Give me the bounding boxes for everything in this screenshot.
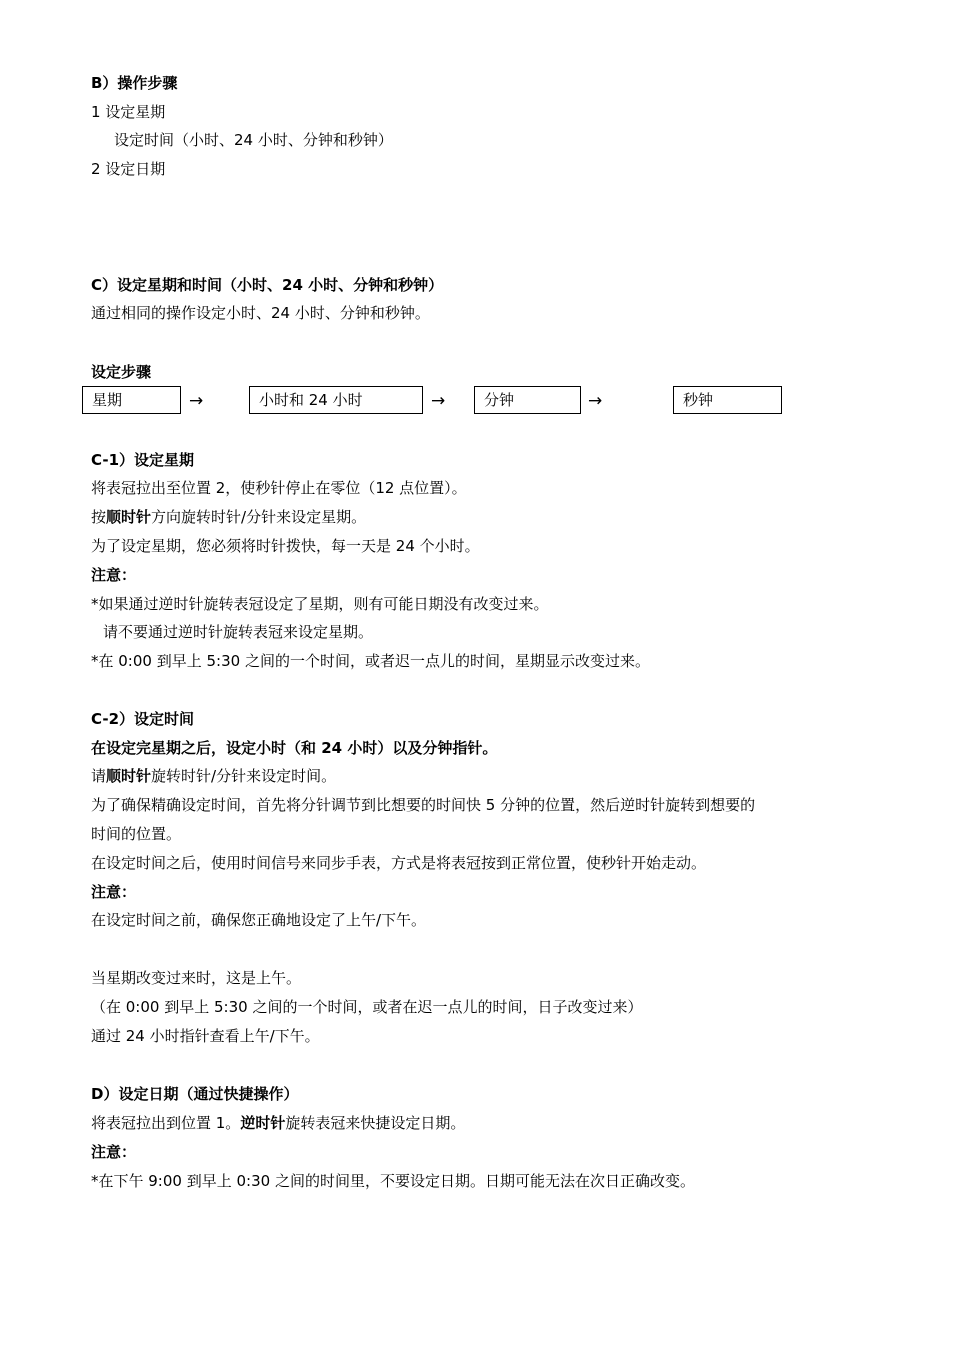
section-c1-note-label: 注意： xyxy=(91,566,137,584)
section-c2-p2-line-3: 通过 24 小时指针查看上午/下午。 xyxy=(91,1027,320,1045)
section-c1-note-1-sub: 请不要通过逆时针旋转表冠来设定星期。 xyxy=(103,623,374,641)
section-c1-note-2: *在 0:00 到早上 5:30 之间的一个时间，或者迟一点儿的时间，星期显示改变过来。 xyxy=(91,652,650,670)
section-d-heading: D）设定日期（通过快捷操作） xyxy=(91,1085,299,1103)
section-b-step-1: 1 设定星期 xyxy=(91,103,166,121)
flow-box-hour: 小时和 24 小时 xyxy=(249,386,423,414)
section-c2-note-1: 在设定时间之前，确保您正确地设定了上午/下午。 xyxy=(91,911,427,929)
section-c2-line-2-post: 旋转时针/分针来设定时间。 xyxy=(151,767,337,785)
section-c2-line-2-bold: 顺时针 xyxy=(106,767,152,785)
section-c2-bold-line: 在设定完星期之后，设定小时（和 24 小时）以及分钟指针。 xyxy=(91,739,498,757)
section-d-line-1-pre: 将表冠拉出到位置 1。 xyxy=(91,1114,241,1132)
section-b-step-1-sub: 设定时间（小时、24 小时、分钟和秒钟） xyxy=(114,131,393,149)
section-b-step-2: 2 设定日期 xyxy=(91,160,166,178)
section-c1-note-1: *如果通过逆时针旋转表冠设定了星期，则有可能日期没有改变过来。 xyxy=(91,595,549,613)
section-b-heading: B）操作步骤 xyxy=(91,74,178,92)
flow-arrow-1: → xyxy=(189,391,204,411)
section-c2-note-label: 注意： xyxy=(91,883,137,901)
section-c1-line-3: 为了设定星期，您必须将时针拨快，每一天是 24 个小时。 xyxy=(91,537,480,555)
section-c1-line-2 xyxy=(91,507,366,527)
section-d-line-1-bold: 逆时针 xyxy=(240,1114,286,1132)
section-d-line-1 xyxy=(91,1113,465,1133)
section-c1-heading: C-1）设定星期 xyxy=(91,451,195,469)
section-c2-line-4: 在设定时间之后，使用时间信号来同步手表，方式是将表冠按到正常位置，使秒针开始走动。 xyxy=(91,854,707,872)
section-d-note-1: *在下午 9:00 到早上 0:30 之间的时间里，不要设定日期。日期可能无法在次日正确改变。 xyxy=(91,1172,695,1190)
section-c1-line-2-pre: 按 xyxy=(91,508,107,526)
flow-box-weekday: 星期 xyxy=(82,386,181,414)
flow-arrow-2: → xyxy=(431,391,446,411)
section-c1-line-2-bold: 顺时针 xyxy=(106,508,152,526)
section-c2-line-2-pre: 请 xyxy=(91,767,107,785)
steps-label: 设定步骤 xyxy=(91,363,152,381)
section-c1-line-2-post: 方向旋转时针/分针来设定星期。 xyxy=(151,508,367,526)
section-d-line-1-post: 旋转表冠来快捷设定日期。 xyxy=(285,1114,466,1132)
section-c2-line-3a: 为了确保精确设定时间，首先将分针调节到比想要的时间快 5 分钟的位置，然后逆时针旋转到想要的 xyxy=(91,796,756,814)
section-c2-line-2 xyxy=(91,766,336,786)
section-c2-heading: C-2）设定时间 xyxy=(91,710,195,728)
section-c-intro: 通过相同的操作设定小时、24 小时、分钟和秒钟。 xyxy=(91,304,430,322)
section-d-note-label: 注意： xyxy=(91,1143,137,1161)
section-c1-line-1: 将表冠拉出至位置 2，使秒针停止在零位（12 点位置）。 xyxy=(91,479,467,497)
flow-box-second: 秒钟 xyxy=(673,386,782,414)
flow-arrow-3: → xyxy=(588,391,603,411)
section-c2-p2-line-1: 当星期改变过来时，这是上午。 xyxy=(91,969,302,987)
section-c-heading: C）设定星期和时间（小时、24 小时、分钟和秒钟） xyxy=(91,276,444,294)
section-c2-line-3b: 时间的位置。 xyxy=(91,825,182,843)
flow-box-minute: 分钟 xyxy=(474,386,581,414)
section-c2-p2-line-2: （在 0:00 到早上 5:30 之间的一个时间，或者在迟一点儿的时间，日子改变过来） xyxy=(91,998,643,1016)
